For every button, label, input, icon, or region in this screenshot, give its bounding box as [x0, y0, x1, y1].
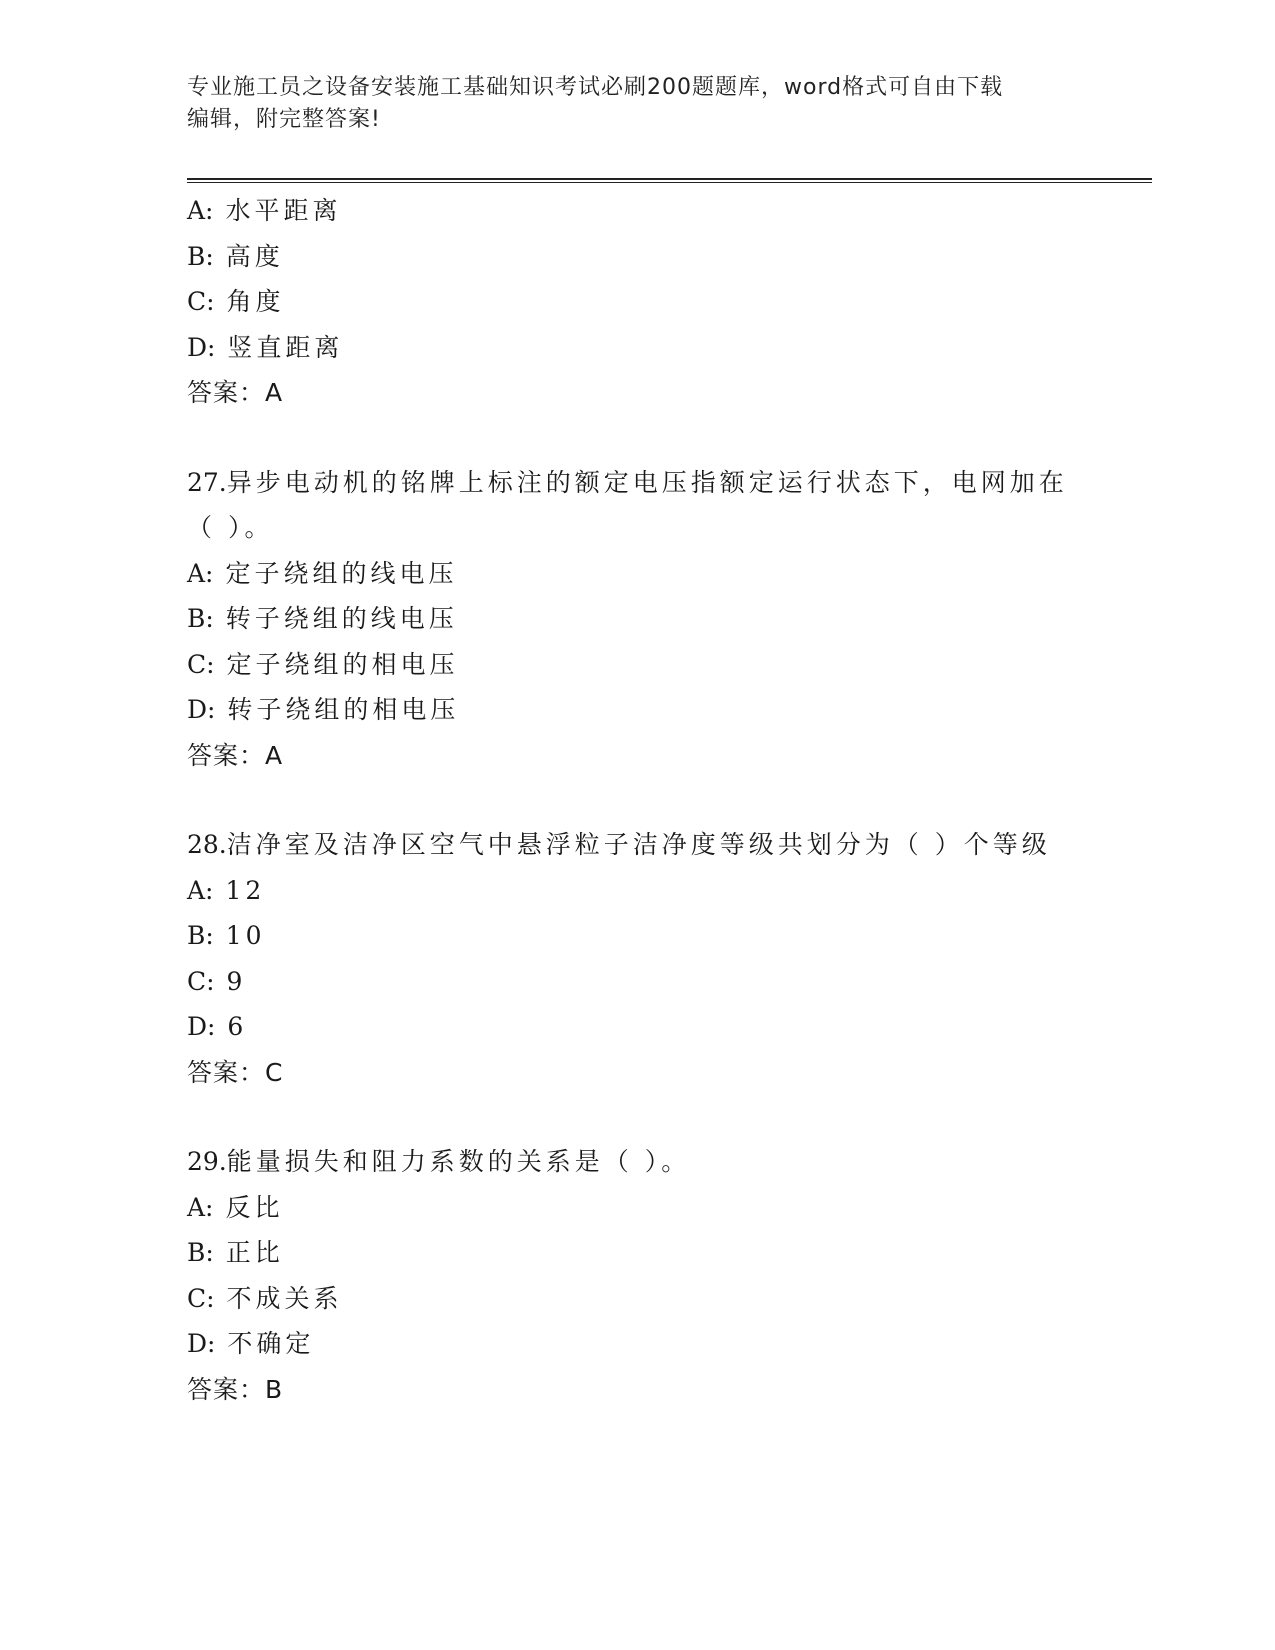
option-text: 竖直距离 [227, 332, 344, 362]
question-block-29 [187, 1139, 1147, 1412]
option-d: D: 不确定 [187, 1329, 315, 1358]
option-text: 9 [226, 966, 247, 996]
question-list [187, 188, 1147, 1412]
option-b: B: 转子绕组的线电压 [187, 604, 458, 633]
option-text: 转子绕组的相电压 [227, 695, 460, 724]
answer-line: 答案：A [187, 740, 284, 770]
question-stem [187, 822, 1082, 868]
header-rule-thick [187, 178, 1152, 180]
option-c: C: 角度 [187, 287, 285, 316]
header-rule-thin [187, 182, 1152, 183]
option-text: 6 [227, 1012, 248, 1041]
option-b: B: 正比 [187, 1238, 284, 1267]
question-stem [187, 1139, 1082, 1185]
option-text: 正比 [225, 1238, 284, 1267]
option-a: A: 反比 [187, 1192, 284, 1222]
option-text: 高度 [225, 241, 284, 271]
option-text: 角度 [226, 287, 285, 316]
question-text: 洁净室及洁净区空气中悬浮粒子洁净度等级共划分为（ ）个等级 [226, 830, 1051, 859]
question-text: 异步电动机的铭牌上标注的额定电压指额定运行状态下，电网加在（ ）。 [187, 467, 1068, 542]
question-block-28 [187, 822, 1147, 1095]
option-a: A: 12 [187, 875, 266, 905]
option-d: D: 转子绕组的相电压 [187, 695, 460, 724]
question-number: 29. [187, 1147, 227, 1176]
option-d: D: 竖直距离 [187, 332, 344, 362]
option-text: 转子绕组的线电压 [225, 604, 458, 633]
answer-line: 答案：A [187, 378, 284, 407]
option-a: A: 定子绕组的线电压 [187, 558, 458, 588]
option-c: C: 9 [187, 966, 247, 996]
header-line-1: 专业施工员之设备安装施工基础知识考试必刷200题题库，word格式可自由下载 [187, 75, 1004, 100]
option-text: 不确定 [227, 1329, 315, 1358]
option-c: C: 不成关系 [187, 1283, 343, 1313]
header-line-2: 编辑，附完整答案! [187, 107, 381, 132]
option-text: 不成关系 [226, 1283, 343, 1313]
question-number: 27. [187, 467, 227, 497]
answer-line: 答案：C [187, 1057, 284, 1087]
option-a: A: 水平距离 [187, 196, 342, 225]
option-text: 定子绕组的相电压 [226, 649, 459, 679]
option-text: 定子绕组的线电压 [225, 558, 458, 588]
option-b: B: 10 [187, 921, 266, 950]
question-block-prev [187, 188, 1147, 416]
option-text: 12 [225, 875, 266, 905]
option-c: C: 定子绕组的相电压 [187, 649, 459, 679]
option-b: B: 高度 [187, 241, 284, 271]
option-text: 反比 [225, 1192, 284, 1222]
option-text: 10 [225, 921, 266, 950]
option-d: D: 6 [187, 1012, 248, 1041]
question-block-27 [187, 460, 1147, 779]
question-stem [187, 460, 1082, 551]
question-number: 28. [187, 830, 227, 859]
answer-line: 答案：B [187, 1374, 284, 1404]
document-header [187, 72, 1067, 136]
option-text: 水平距离 [225, 196, 342, 225]
question-text: 能量损失和阻力系数的关系是（ ）。 [226, 1147, 691, 1176]
